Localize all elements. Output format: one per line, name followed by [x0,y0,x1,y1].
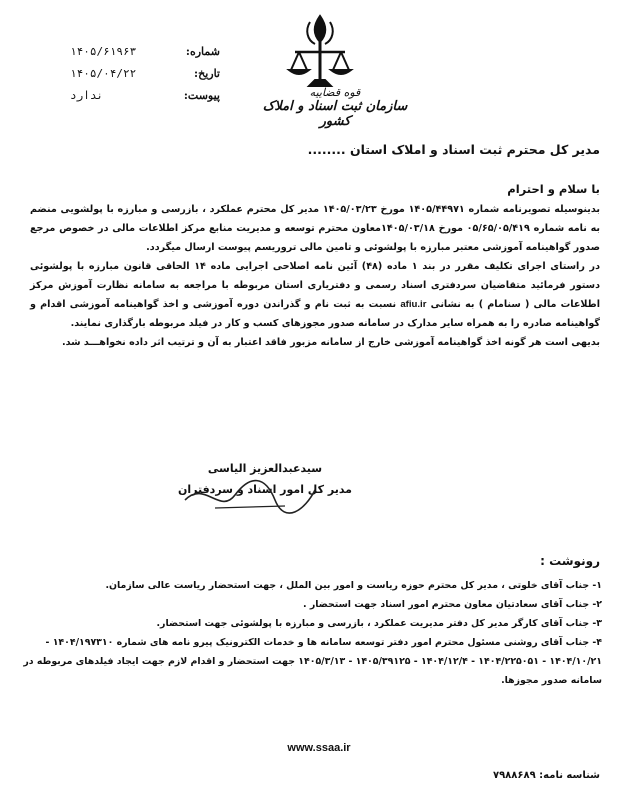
signer-name: سیدعبدالعزیز الیاسی [207,462,323,475]
afiu-link[interactable]: afiu.ir [400,299,427,310]
body-paragraph-3: بدیهی است هر گونه اخذ گواهینامه آموزشی خارج از سامانه مزبور فاقد اعتبار به آن و ترتیب اثر داده نخواهـــد شد. [61,337,600,348]
addressee: مدیر کل محترم ثبت اسناد و املاک استان ........ [307,142,600,157]
handwritten-signature-icon [175,470,325,520]
body-paragraph-2 [30,257,600,333]
meta-date-label: تاریخ: [194,66,220,80]
meta-attachment-label: پیوست: [183,88,220,102]
cc-item: ۲- جناب آقای سعادتیان معاون محترم امور اسناد جهت استحضار . [303,599,602,610]
organization-name [255,86,415,129]
iran-emblem-scales-icon [285,12,355,92]
cc-title: رونوشت : [540,554,600,568]
meta-attachment-row [70,84,220,106]
org-main-line: سازمان ثبت اسناد و املاک کشور [262,99,408,129]
cc-item: ۳- جناب آقای کارگر مدیر کل دفتر مدیریت عملکرد ، بازرسی و مبارزه با پولشوئی جهت استحضار. [156,618,602,629]
meta-number-row [70,40,220,62]
cc-item: ۴- جناب آقای روشنی مسئول محترم امور دفتر توسعه سامانه ها و خدمات الکترونیک پیرو نامه های شماره ۱۴۰۴/۱۹۷۳۱۰ - ۱۴۰۴/۱۰/۲۱ - ۱۴۰۴/۲۲۵۰۵۱ - ۱۴۰۴/۱۲/۴ - ۱۴۰۵/۳۹۱۲۵ - ۱۴۰۵/۳/۱۳ جهت استحضار و اقدام لازم جهت ایجاد فیلدهای مربوطه در سامانه صدور مجوزها. [23,637,602,686]
meta-attachment-value: ندارد [70,88,104,102]
cc-item: ۱- جناب آقای خلوتی ، مدیر کل محترم حوزه ریاست و امور بین الملل ، جهت استحضار ریاست عالی سازمان. [105,580,602,591]
greeting: با سلام و احترام [507,182,600,196]
letter-meta [70,40,220,106]
letter-body [30,200,600,352]
signer-title: مدیر کل امور اسناد و سردفتران [177,483,352,496]
meta-number-value: ۱۴۰۵/۶۱۹۶۳ [70,44,137,58]
meta-date-value: ۱۴۰۵/۰۴/۲۲ [70,66,137,80]
body-paragraph-2-part1: در راستای اجرای تکلیف مقرر در بند ۱ ماده (۴۸) آئین نامه اصلاحی اجرایی ماده ۱۴ الحاقی قانون مبارزه با پولشوئی دستور فرمائید متقاضیان سردفتری اسناد رسمی و دفتریاری استان مربوطه با مراجعه به سامانه نظارت آموزش مرکز اطلاعات مالی ( سنامام ) به نشانی [30,261,600,310]
meta-number-label: شماره: [185,44,220,58]
letter-tracking-id: شناسه نامه: ۷۹۸۸۶۸۹ [492,770,600,781]
body-paragraph-1: بدینوسیله تصویرنامه شماره ۱۴۰۵/۴۴۹۷۱ مورخ ۱۴۰۵/۰۳/۲۳ مدیر کل محترم عملکرد ، بازرسی و مبارزه با پولشویی منضم به نامه شماره ۰۵/۶۵/۰۵/۴۱۹ مورخ ۱۴۰۵/۰۳/۱۸معاون محترم توسعه و مدیریت منابع مرکز اطلاعات مالی در خصوص مرجع صدور گواهینامه آموزشی معتبر مبارزه با پولشوئی و تامین مالی تروریسم پیوست ارسال میگردد. [30,204,601,253]
website-link[interactable]: www.ssaa.ir [287,742,351,754]
cc-list [22,576,602,690]
meta-date-row [70,62,220,84]
body-paragraph-2-part2: نسبت به ثبت نام و گذراندن دوره آموزشی و اخذ گواهینامه آموزشی اقدام و گواهینامه صادره را به همراه سایر مدارک در سامانه صدور مجوزهای کسب و کار در فیلد مربوطه بارگذاری نمایند. [30,299,600,329]
org-top-line: قوه قضاییه [309,86,361,99]
